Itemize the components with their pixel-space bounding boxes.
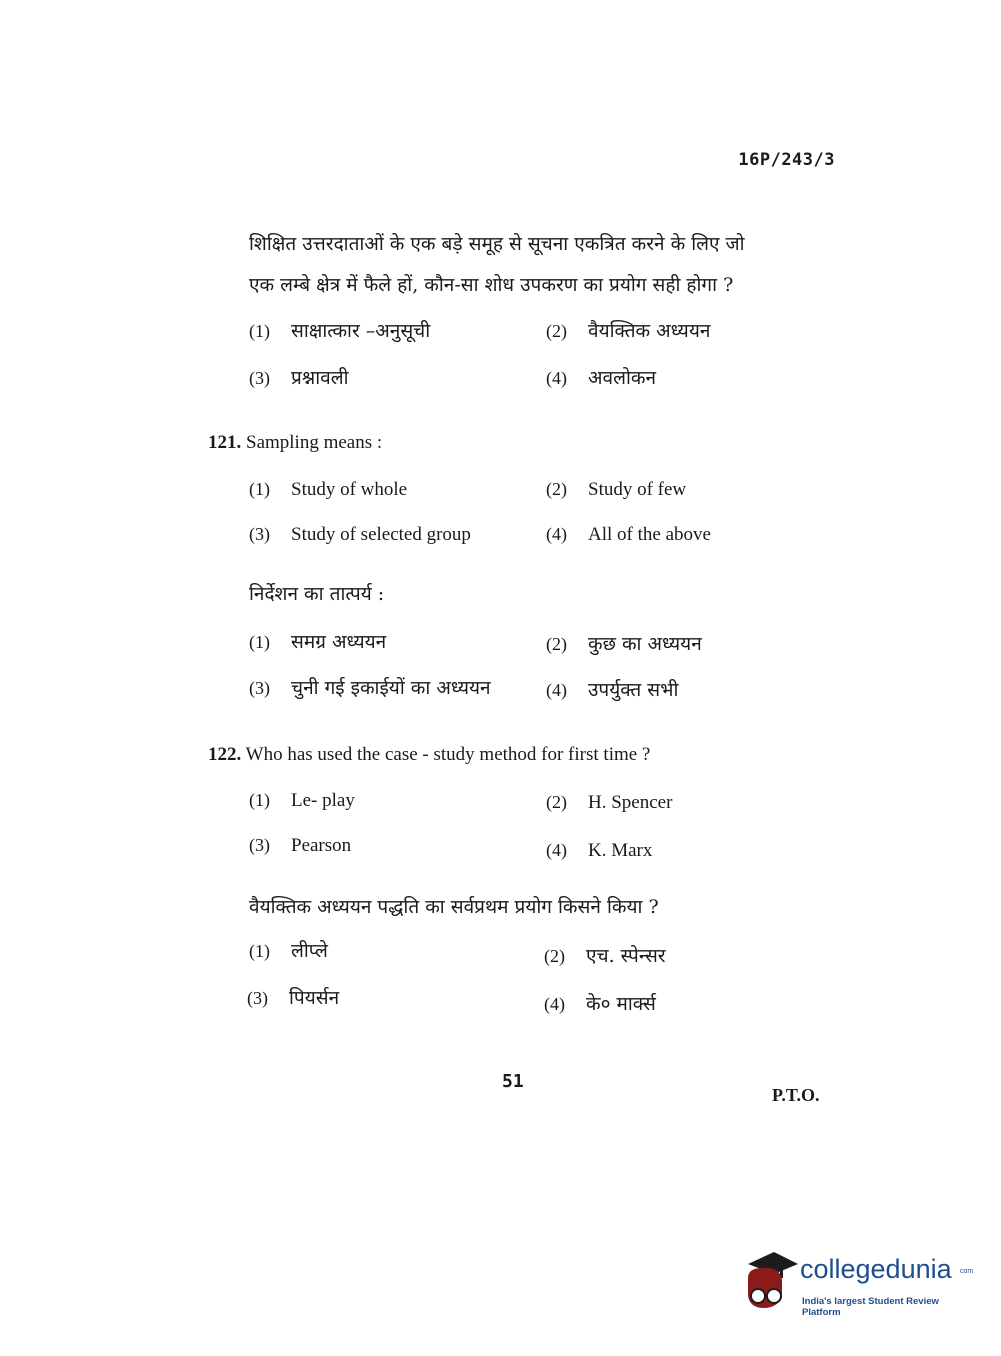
q122-option-2: [546, 792, 672, 814]
q120-hindi-line1: शिक्षित उत्तरदाताओं के एक बड़े समूह से सूचना एकत्रित करने के लिए जो: [249, 233, 745, 255]
option-text: All of the above: [588, 524, 711, 545]
q121-option-1: [249, 479, 407, 501]
question-text: Who has used the case - study method for first time ?: [245, 744, 651, 765]
q122-option-4: [546, 840, 652, 862]
option-number: (4): [546, 680, 567, 700]
paper-code: 16P/243/3: [738, 150, 835, 170]
q122-hindi-option-1: [249, 937, 328, 963]
page-number: 51: [502, 1071, 524, 1092]
option-text: समग्र अध्ययन: [291, 631, 387, 653]
option-text: साक्षात्कार –अनुसूची: [291, 320, 431, 342]
q121-option-4: [546, 524, 711, 546]
option-text: Study of few: [588, 479, 687, 500]
option-text: Le- play: [291, 790, 355, 811]
q121-hindi-question: निर्देशन का तात्पर्य :: [249, 583, 385, 605]
q120-hindi-option-2: [546, 317, 710, 343]
option-text: लीप्ले: [291, 940, 328, 962]
option-number: (2): [546, 321, 567, 341]
brand-name: collegedunia: [800, 1254, 952, 1284]
option-text: कुछ का अध्ययन: [588, 633, 702, 655]
option-text: K. Marx: [588, 840, 653, 861]
question-text: Sampling means :: [246, 432, 383, 453]
option-number: (2): [546, 792, 567, 812]
option-text: Pearson: [291, 835, 352, 856]
q122-hindi-question: वैयक्तिक अध्ययन पद्धति का सर्वप्रथम प्रयोग किसने किया ?: [249, 896, 659, 918]
option-number: (4): [546, 524, 567, 544]
option-number: (1): [249, 941, 270, 961]
option-text: वैयक्तिक अध्ययन: [588, 320, 711, 342]
brand-tagline: India's largest Student Review Platform: [802, 1296, 939, 1318]
option-text: H. Spencer: [588, 792, 673, 813]
option-number: (3): [249, 368, 270, 388]
question-number: 122.: [208, 744, 242, 765]
pto-label: P.T.O.: [772, 1085, 820, 1105]
q121-question: [208, 432, 382, 454]
mascot-icon: [740, 1248, 800, 1318]
q121-hindi-option-4: [546, 676, 678, 702]
q120-hindi-option-1: [249, 317, 430, 343]
option-number: (1): [249, 790, 270, 810]
option-number: (4): [544, 994, 565, 1014]
option-text: के० मार्क्स: [586, 993, 656, 1015]
option-number: (1): [249, 321, 270, 341]
option-number: (2): [544, 946, 565, 966]
option-number: (4): [546, 840, 567, 860]
option-number: (3): [249, 678, 270, 698]
option-text: चुनी गई इकाईयों का अध्ययन: [291, 677, 491, 699]
q121-hindi-option-1: [249, 628, 386, 654]
q120-hindi-option-3: [249, 364, 349, 390]
option-number: (1): [249, 632, 270, 652]
option-text: एच. स्पेन्सर: [586, 945, 666, 967]
q121-option-2: [546, 479, 686, 501]
question-number: 121.: [208, 432, 242, 453]
option-number: (1): [249, 479, 270, 499]
option-number: (2): [546, 479, 567, 499]
q122-hindi-option-3: [247, 984, 339, 1010]
q120-hindi-option-4: [546, 364, 656, 390]
q121-option-3: [249, 524, 471, 546]
option-text: प्रश्नावली: [291, 367, 349, 389]
option-number: (4): [546, 368, 567, 388]
option-text: Study of whole: [291, 479, 408, 500]
option-number: (3): [249, 835, 270, 855]
option-number: (3): [247, 988, 268, 1008]
option-text: Study of selected group: [291, 524, 471, 545]
option-text: उपर्युक्त सभी: [588, 679, 679, 701]
option-text: अवलोकन: [588, 367, 657, 389]
q122-hindi-option-2: [544, 942, 666, 968]
collegedunia-logo: [740, 1248, 974, 1318]
q121-hindi-option-2: [546, 630, 702, 656]
option-number: (2): [546, 634, 567, 654]
option-text: पियर्सन: [289, 987, 340, 1009]
option-number: (3): [249, 524, 270, 544]
q122-option-3: [249, 835, 351, 857]
q122-question: [208, 744, 650, 766]
q122-hindi-option-4: [544, 990, 656, 1016]
q122-option-1: [249, 790, 355, 812]
q120-hindi-line2: एक लम्बे क्षेत्र में फैले हों, कौन-सा शोध उपकरण का प्रयोग सही होगा ?: [249, 274, 734, 296]
brand-mark: com: [960, 1268, 974, 1275]
q121-hindi-option-3: [249, 674, 491, 700]
